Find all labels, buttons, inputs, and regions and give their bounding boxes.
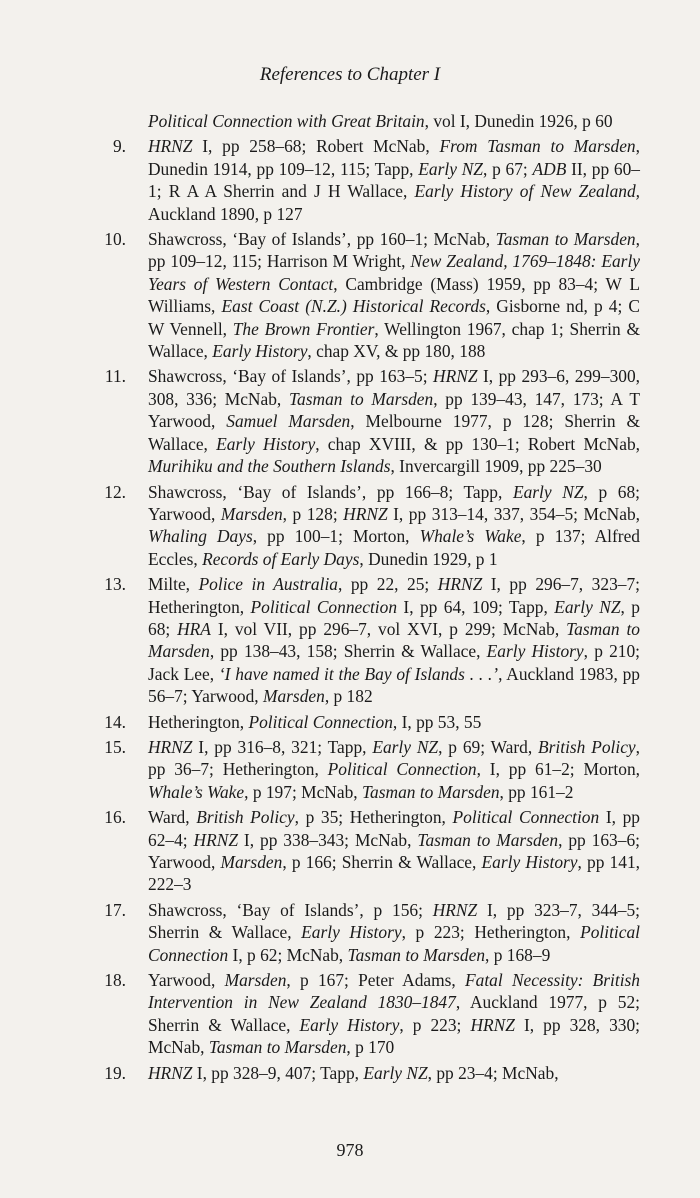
note-text: Shawcross, ‘Bay of Islands’, pp 163–5; HRNZ I, pp 293–6, 299–300, 308, 336; McNab, Tasman to Marsden, pp 139–43, 147, 173; A T Yarwood, Samuel Marsden, Melbourne 1977, p 128; Sherrin & Wallace, Early History, chap XVIII, & pp 130–1; Robert McNab, Murihiku and the Southern Islands, Invercargill 1909, pp 225–30 bbox=[148, 366, 641, 477]
reference-note bbox=[96, 365, 640, 477]
note-text: Shawcross, ‘Bay of Islands’, pp 166–8; Tapp, Early NZ, p 68; Yarwood, Marsden, p 128; HRNZ I, pp 313–14, 337, 354–5; McNab, Whaling Days, pp 100–1; Morton, Whale’s Wake, p 137; Alfred Eccles, Records of Early Days, Dunedin 1929, p 1 bbox=[148, 481, 640, 569]
note-text: HRNZ I, pp 258–68; Robert McNab, From Tasman to Marsden, Dunedin 1914, pp 109–12, 115; Tapp, Early NZ, p 67; ADB II, pp 60–1; R A A Sherrin and J H Wallace, Early History of New Zealand, Auckland 1890, p 127 bbox=[148, 136, 641, 224]
note-number: 12. bbox=[104, 481, 126, 502]
reference-note bbox=[96, 711, 640, 733]
note-text: Milte, Police in Australia, pp 22, 25; HRNZ I, pp 296–7, 323–7; Hetherington, Political Connection I, pp 64, 109; Tapp, Early NZ, p 68; HRA I, vol VII, pp 296–7, vol XVI, p 299; McNab, Tasman to Marsden, pp 138–43, 158; Sherrin & Wallace, Early History, p 210; Jack Lee, ‘I have named it the Bay of Islands . . .’, Auckland 1983, pp 56–7; Yarwood, Marsden, p 182 bbox=[148, 574, 640, 707]
note-text: HRNZ I, pp 328–9, 407; Tapp, Early NZ, pp 23–4; McNab, bbox=[148, 1062, 559, 1083]
reference-notes-list bbox=[96, 110, 640, 1087]
reference-note bbox=[96, 1062, 640, 1084]
note-number: 19. bbox=[104, 1062, 126, 1083]
note-number: 16. bbox=[104, 807, 126, 828]
note-number: 9. bbox=[112, 136, 126, 157]
note-text: Shawcross, ‘Bay of Islands’, pp 160–1; McNab, Tasman to Marsden, pp 109–12, 115; Harrison M Wright, New Zealand, 1769–1848: Early Years of Western Contact, Cambridge (Mass) 1959, pp 83–4; W L Williams, East Coast (N.Z.) Historical Records, Gisborne nd, p 4; C W Vennell, The Brown Frontier, Wellington 1967, chap 1; Sherrin & Wallace, Early History, chap XV, & pp 180, 188 bbox=[148, 229, 640, 362]
reference-note bbox=[96, 736, 640, 803]
reference-note bbox=[96, 228, 640, 362]
page-number: 978 bbox=[336, 1140, 364, 1160]
page-title: References to Chapter I bbox=[259, 64, 441, 85]
note-text: Ward, British Policy, p 35; Hetherington, Political Connection I, pp 62–4; HRNZ I, pp 338–343; McNab, Tasman to Marsden, pp 163–6; Yarwood, Marsden, p 166; Sherrin & Wallace, Early History, pp 141, 222–3 bbox=[148, 807, 640, 895]
reference-note bbox=[96, 899, 640, 966]
note-text: Shawcross, ‘Bay of Islands’, p 156; HRNZ I, pp 323–7, 344–5; Sherrin & Wallace, Early History, p 223; Hetherington, Political Connection I, p 62; McNab, Tasman to Marsden, p 168–9 bbox=[148, 899, 640, 965]
reference-note bbox=[96, 969, 640, 1059]
note-number: 17. bbox=[104, 899, 126, 920]
reference-note bbox=[96, 573, 640, 707]
note-text: Yarwood, Marsden, p 167; Peter Adams, Fatal Necessity: British Intervention in New Zealand 1830–1847, Auckland 1977, p 52; Sherrin & Wallace, Early History, p 223; HRNZ I, pp 328, 330; McNab, Tasman to Marsden, p 170 bbox=[148, 970, 641, 1058]
reference-note bbox=[96, 806, 640, 896]
note-number: 10. bbox=[104, 229, 126, 250]
note-number: 18. bbox=[104, 970, 126, 991]
reference-note bbox=[96, 481, 640, 571]
reference-note bbox=[96, 135, 640, 225]
note-number: 13. bbox=[104, 574, 126, 595]
note-text: Hetherington, Political Connection, I, pp 53, 55 bbox=[148, 711, 482, 732]
note-number: 14. bbox=[104, 711, 126, 732]
note-number: 11. bbox=[104, 366, 126, 387]
note-text: HRNZ I, pp 316–8, 321; Tapp, Early NZ, p 69; Ward, British Policy, pp 36–7; Hetherington, Political Connection, I, pp 61–2; Morton, Whale’s Wake, p 197; McNab, Tasman to Marsden, pp 161–2 bbox=[148, 736, 641, 802]
note-number: 15. bbox=[104, 736, 126, 757]
note-text: Political Connection with Great Britain, vol I, Dunedin 1926, p 60 bbox=[148, 111, 613, 131]
reference-note bbox=[96, 110, 640, 132]
